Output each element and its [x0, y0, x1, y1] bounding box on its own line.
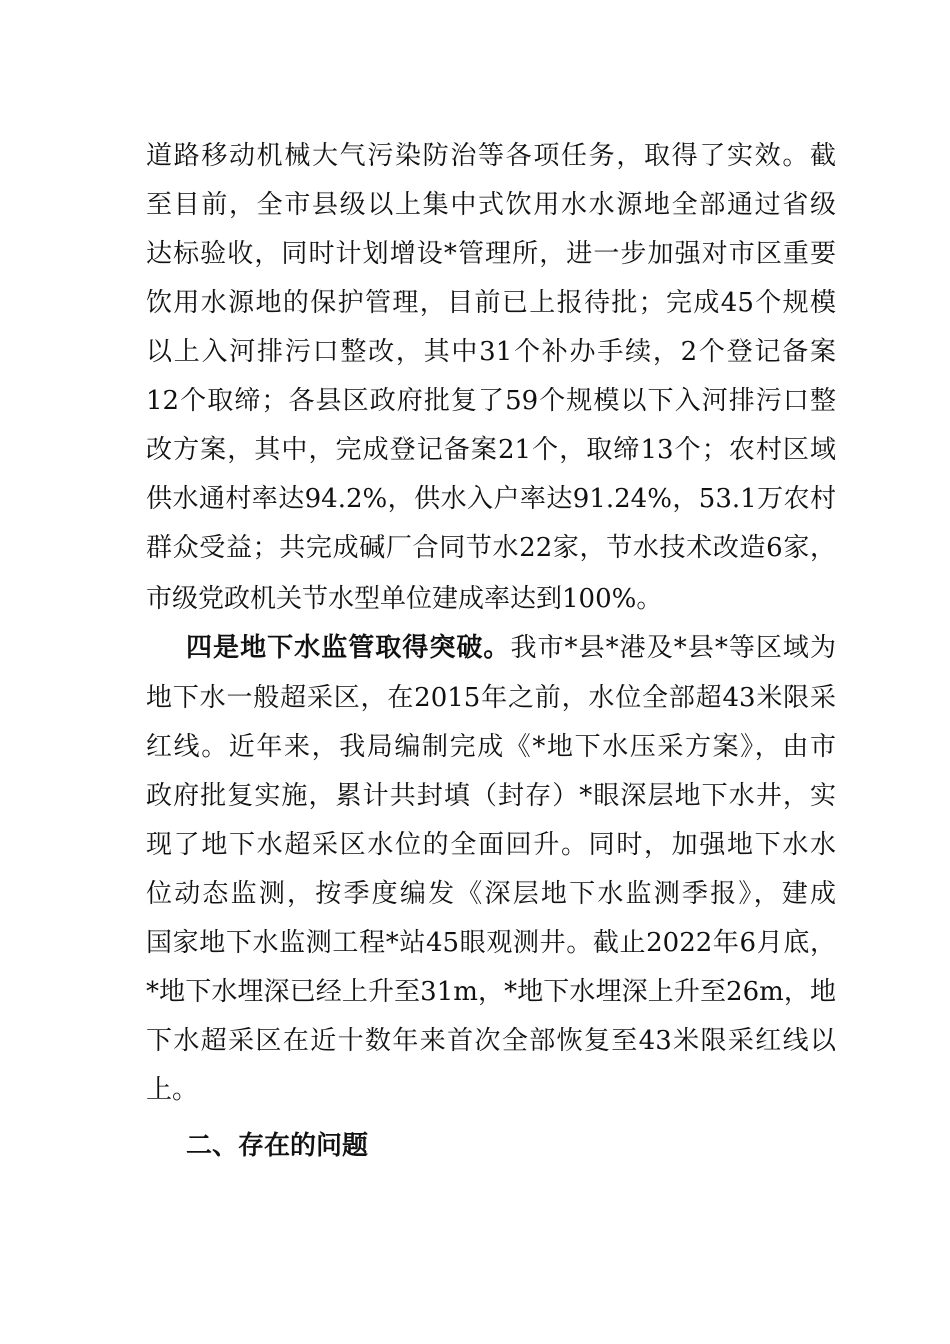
paragraph-line: 国家地下水监测工程*站45眼观测井。截止2022年6月底， [146, 928, 836, 958]
paragraph-line: 红线。近年来，我局编制完成《*地下水压采方案》，由市 [146, 732, 836, 762]
paragraph-line: 位动态监测，按季度编发《深层地下水监测季报》，建成 [146, 879, 836, 909]
paragraph-line: 至目前，全市县级以上集中式饮用水水源地全部通过省级 [146, 190, 836, 220]
paragraph-line: 改方案，其中，完成登记备案21个，取缔13个；农村区域 [146, 435, 836, 465]
paragraph-first-line [186, 623, 836, 673]
paragraph-line: 12个取缔；各县区政府批复了59个规模以下入河排污口整 [146, 386, 836, 416]
paragraph-line: 群众受益；共完成碱厂合同节水22家，节水技术改造6家， [146, 533, 836, 563]
paragraph-line: 市级党政机关节水型单位建成率达到100%。 [146, 584, 663, 614]
paragraph-line: 饮用水源地的保护管理，目前已上报待批；完成45个规模 [146, 288, 836, 318]
paragraph-line: 现了地下水超采区水位的全面回升。同时，加强地下水水 [146, 830, 836, 860]
paragraph-line: 上。 [146, 1075, 199, 1105]
paragraph-line: 地下水一般超采区，在2015年之前，水位全部超43米限采 [146, 683, 836, 713]
paragraph-line: 政府批复实施，累计共封填（封存）*眼深层地下水井，实 [146, 781, 836, 811]
section-heading: 二、存在的问题 [186, 1131, 369, 1161]
paragraph-lead-text: 我市*县*港及*县*等区域为 [510, 633, 836, 663]
paragraph-line: 以上入河排污口整改，其中31个补办手续，2个登记备案 [146, 337, 836, 367]
paragraph-line: 达标验收，同时计划增设*管理所，进一步加强对市区重要 [146, 239, 836, 269]
paragraph-line: 道路移动机械大气污染防治等各项任务，取得了实效。截 [146, 141, 836, 171]
paragraph-line: 下水超采区在近十数年来首次全部恢复至43米限采红线以 [146, 1026, 836, 1056]
paragraph-line: *地下水埋深已经上升至31m，*地下水埋深上升至26m，地 [146, 977, 836, 1007]
paragraph-line: 供水通村率达94.2%，供水入户率达91.24%，53.1万农村 [146, 484, 836, 514]
paragraph-lead-heading: 四是地下水监管取得突破。 [186, 633, 511, 663]
